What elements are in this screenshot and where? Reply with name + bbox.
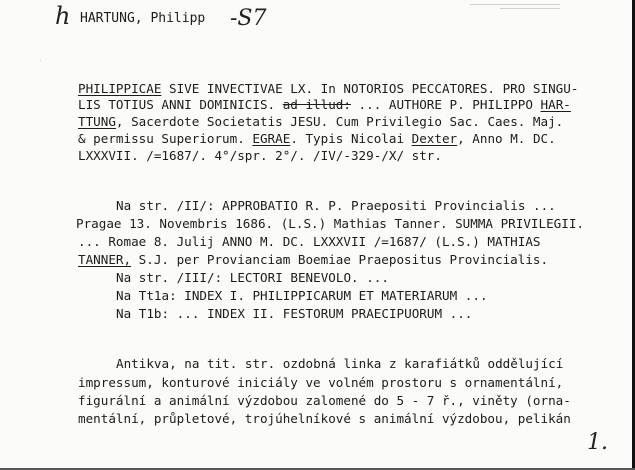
imprint-line-part-e: , Anno M. DC.: [457, 131, 556, 146]
author-heading: HARTUNG, Philipp: [80, 11, 206, 26]
description-line-2: impressum, konturové iniciály ve volném prostoru s ornamentální,: [78, 375, 564, 390]
shelf-mark: -S7: [230, 6, 267, 31]
title-line-3: [78, 114, 563, 129]
title-line-2-part-a: LIS TOTIUS ANNI DOMINICIS.: [78, 97, 283, 112]
note-line-4-rest: S.J. per Provianciam Boemiae Praepositus Provincialis.: [131, 252, 549, 267]
title-line-2: [78, 97, 571, 112]
imprint-line-part-c: . Typis Nicolai: [290, 131, 412, 146]
title-line-1: [78, 81, 578, 96]
printer-dexter: Dexter: [411, 131, 458, 146]
place-egrae: EGRAE: [252, 131, 291, 146]
collation-line: LXXXVII. /=1687/. 4°/spr. 2°/. /IV/-329-/X/ str.: [78, 148, 442, 163]
title-line-1-rest: SIVE INVECTIVAE LX. In NOTORIOS PECCATORES. PRO SINGU-: [161, 81, 579, 96]
title-word-philippicae: PHILIPPICAE: [78, 81, 162, 96]
name-tanner: TANNER,: [78, 252, 132, 267]
note-line-7: Na T1b: ... INDEX II. FESTORUM PRAECIPUORUM ...: [116, 306, 473, 321]
margin-mark: h: [55, 2, 71, 30]
scan-noise: [500, 8, 560, 9]
description-line-3: figurální a animální výzdobou zalomené do 5 - 7 ř., viněty (orna-: [78, 393, 571, 408]
scan-noise: [40, 60, 41, 61]
title-line-2-part-c: ... AUTHORE P. PHILIPPO: [350, 97, 541, 112]
author-name-underlined-cont: TTUNG: [78, 114, 116, 129]
note-line-1: Na str. /II/: APPROBATIO R. P. Praepositi Provincialis ...: [116, 198, 556, 213]
scan-noise: [470, 4, 560, 5]
note-line-3: ... Romae 8. Julij ANNO M. DC. LXXXVII /=1687/ (L.S.) MATHIAS: [78, 234, 541, 249]
imprint-line: [78, 131, 556, 146]
title-line-3-rest: , Sacerdote Societatis JESU. Cum Privilegio Sac. Caes. Maj.: [115, 114, 564, 129]
struck-text: ad illud:: [282, 97, 351, 112]
author-name-underlined: HAR-: [540, 97, 571, 112]
note-line-2: Pragae 13. Novembris 1686. (L.S.) Mathias Tanner. SUMMA PRIVILEGII.: [76, 216, 584, 231]
description-line-4: mentální, průpletové, trojúhelníkové s animální výzdobou, pelikán: [78, 411, 571, 426]
note-line-5: Na str. /III/: LECTORI BENEVOLO. ...: [116, 270, 389, 285]
description-line-1: Antikva, na tit. str. ozdobná linka z karafiátků oddělující: [116, 356, 564, 371]
note-line-6: Na Tt1a: INDEX I. PHILIPPICARUM ET MATERIARUM ...: [116, 288, 488, 303]
note-line-4: [78, 252, 548, 267]
imprint-line-part-a: & permissu Superiorum.: [78, 131, 253, 146]
corner-mark: 1.: [587, 430, 608, 455]
